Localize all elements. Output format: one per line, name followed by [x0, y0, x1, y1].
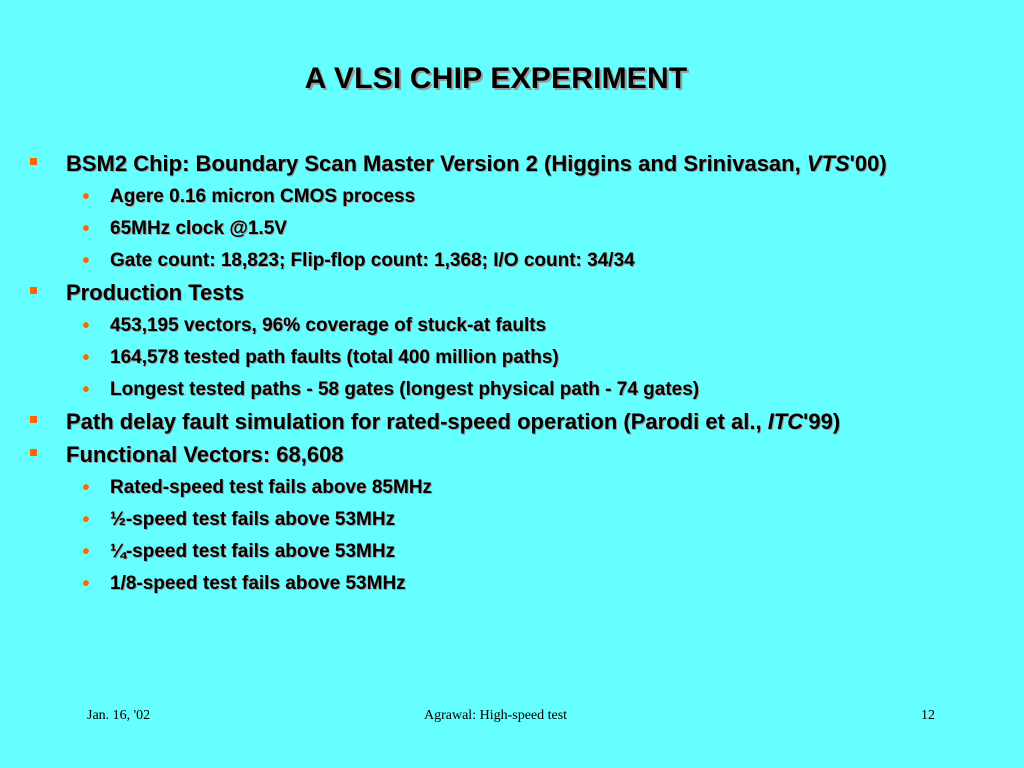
dot-bullet-icon: • — [82, 541, 90, 563]
square-bullet-icon — [30, 416, 37, 423]
sub-bullet-item — [28, 310, 978, 342]
sub-bullet-text: Rated-speed test fails above 85MHz — [110, 477, 433, 498]
bullet-item — [28, 406, 978, 437]
sub-bullet-item — [28, 374, 978, 406]
dot-bullet-icon: • — [82, 573, 90, 595]
sub-bullet-text: Agere 0.16 micron CMOS process — [110, 186, 416, 207]
dot-bullet-icon: • — [82, 509, 90, 531]
sub-bullet-item — [28, 181, 978, 213]
square-bullet-icon — [30, 287, 37, 294]
bullet-text-part: BSM2 Chip: Boundary Scan Master Version 2 (Higgins and Srinivasan, — [66, 151, 807, 176]
sub-bullet-item — [28, 568, 978, 600]
sub-bullet-text: Gate count: 18,823; Flip-flop count: 1,368; I/O count: 34/34 — [110, 250, 635, 271]
sub-bullet-item — [28, 245, 978, 277]
square-bullet-icon — [30, 158, 37, 165]
sub-bullet-text: Longest tested paths - 58 gates (longest physical path - 74 gates) — [110, 379, 700, 400]
sub-bullet-item — [28, 504, 978, 536]
dot-bullet-icon: • — [82, 315, 90, 337]
bullet-text-italic: ITC — [767, 409, 804, 434]
footer-title: Agrawal: High-speed test — [424, 708, 568, 723]
bullet-item — [28, 439, 978, 470]
sub-bullet-item — [28, 536, 978, 568]
square-bullet-icon — [30, 449, 37, 456]
bullet-text-part: '99) — [803, 409, 841, 434]
sub-bullet-text: 453,195 vectors, 96% coverage of stuck-at faults — [110, 315, 547, 336]
sub-bullet-item — [28, 472, 978, 504]
sub-bullet-item — [28, 342, 978, 374]
sub-bullet-item — [28, 213, 978, 245]
slide-title: A VLSI CHIP EXPERIMENT — [304, 62, 688, 95]
bullet-item — [28, 148, 978, 179]
footer-date: Jan. 16, '02 — [87, 708, 151, 723]
dot-bullet-icon: • — [82, 186, 90, 208]
page-number: 12 — [921, 708, 935, 723]
bullet-item — [28, 277, 978, 308]
sub-bullet-text: 164,578 tested path faults (total 400 million paths) — [110, 347, 559, 368]
bullet-text-part: '00) — [849, 151, 887, 176]
dot-bullet-icon: • — [82, 250, 90, 272]
bullet-text: Production Tests — [66, 280, 245, 305]
bullet-text-italic: VTS — [806, 151, 850, 176]
dot-bullet-icon: • — [82, 477, 90, 499]
sub-bullet-text: 1/8-speed test fails above 53MHz — [110, 573, 406, 594]
dot-bullet-icon: • — [82, 218, 90, 240]
bullet-text: Functional Vectors: 68,608 — [66, 442, 344, 467]
sub-bullet-text: ¼-speed test fails above 53MHz — [110, 541, 396, 562]
sub-bullet-text: ½-speed test fails above 53MHz — [110, 509, 396, 530]
sub-bullet-text: 65MHz clock @1.5V — [110, 218, 287, 239]
dot-bullet-icon: • — [82, 347, 90, 369]
bullet-text-part: Path delay fault simulation for rated-speed operation (Parodi et al., — [66, 409, 768, 434]
slide-content — [28, 148, 978, 600]
dot-bullet-icon: • — [82, 379, 90, 401]
